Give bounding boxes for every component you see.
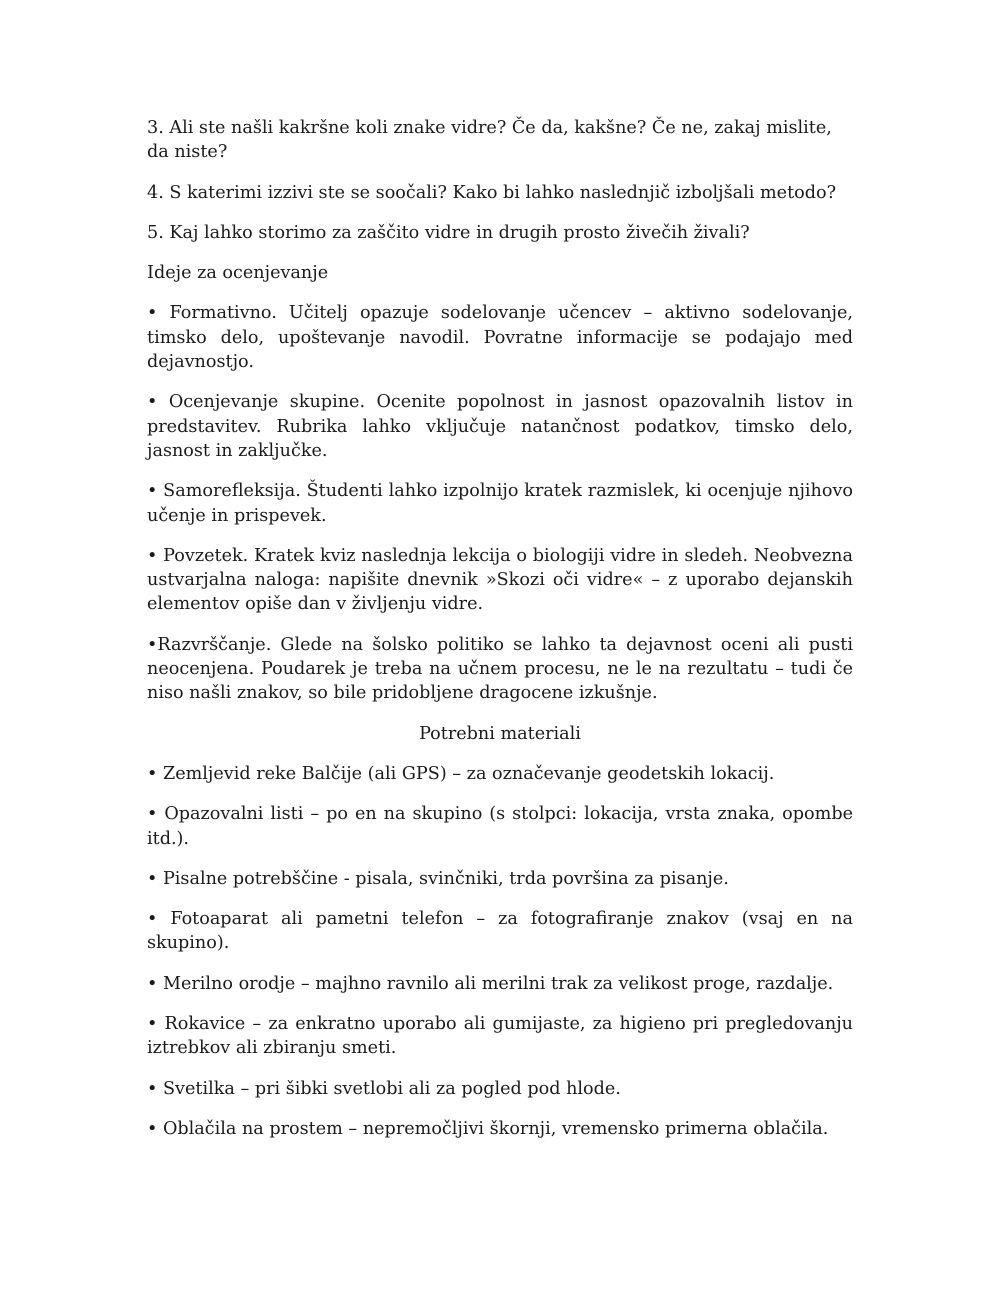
- document-page: [147, 116, 853, 1157]
- material-item-sheets: • Opazovalni listi – po en na skupino (s stolpci: lokacija, vrsta znaka, opombe itd.).: [147, 804, 853, 849]
- material-item-map: • Zemljevid reke Balčije (ali GPS) – za označevanje geodetskih lokacij.: [147, 763, 775, 784]
- assessment-item-formative: • Formativno. Učitelj opazuje sodelovanje učencev – aktivno sodelovanje, timsko delo, upoštevanje navodil. Povratne informacije se podajajo med dejavnostjo.: [147, 303, 853, 373]
- material-item-gloves: • Rokavice – za enkratno uporabo ali gumijaste, za higieno pri pregledovanju iztrebkov ali zbiranju smeti.: [147, 1014, 853, 1059]
- assessment-item-summary: • Povzetek. Kratek kviz naslednja lekcija o biologiji vidre in sledeh. Neobvezna ustvarjalna naloga: napišite dnevnik »Skozi oči vidre« – z uporabo dejanskih elementov opiše dan v življenju vidre.: [147, 545, 853, 615]
- question-4: 4. S katerimi izzivi ste se soočali? Kako bi lahko naslednjič izboljšali metodo?: [147, 182, 837, 203]
- assessment-heading: Ideje za ocenjevanje: [147, 263, 329, 284]
- question-5: 5. Kaj lahko storimo za zaščito vidre in drugih prosto živečih živali?: [147, 222, 750, 243]
- material-item-camera: • Fotoaparat ali pametni telefon – za fotografiranje znakov (vsaj en na skupino).: [147, 909, 853, 954]
- assessment-item-group: • Ocenjevanje skupine. Ocenite popolnost in jasnost opazovalnih listov in predstavitev. Rubrika lahko vključuje natančnost podatkov, timsko delo, jasnost in zaključke.: [147, 392, 853, 461]
- question-3: 3. Ali ste našli kakršne koli znake vidre? Če da, kakšne? Če ne, zakaj mislite, da niste?: [147, 118, 832, 163]
- material-item-flashlight: • Svetilka – pri šibki svetlobi ali za pogled pod hlode.: [147, 1078, 621, 1099]
- material-item-measuring: • Merilno orodje – majhno ravnilo ali merilni trak za velikost proge, razdalje.: [147, 973, 834, 994]
- materials-heading: Potrebni materiali: [419, 723, 581, 744]
- material-item-writing: • Pisalne potrebščine - pisala, svinčniki, trda površina za pisanje.: [147, 868, 729, 889]
- assessment-item-grading: •Razvrščanje. Glede na šolsko politiko se lahko ta dejavnost oceni ali pusti neocenjena. Poudarek je treba na učnem procesu, ne le na rezultatu – tudi če niso našli znakov, so bile pridobljene dragocene izkušnje.: [147, 634, 853, 704]
- material-item-clothing: • Oblačila na prostem – nepremočljivi škornji, vremensko primerna oblačila.: [147, 1118, 829, 1139]
- assessment-item-self-reflection: • Samorefleksija. Študenti lahko izpolnijo kratek razmislek, ki ocenjuje njihovo učenje in prispevek.: [147, 481, 853, 526]
